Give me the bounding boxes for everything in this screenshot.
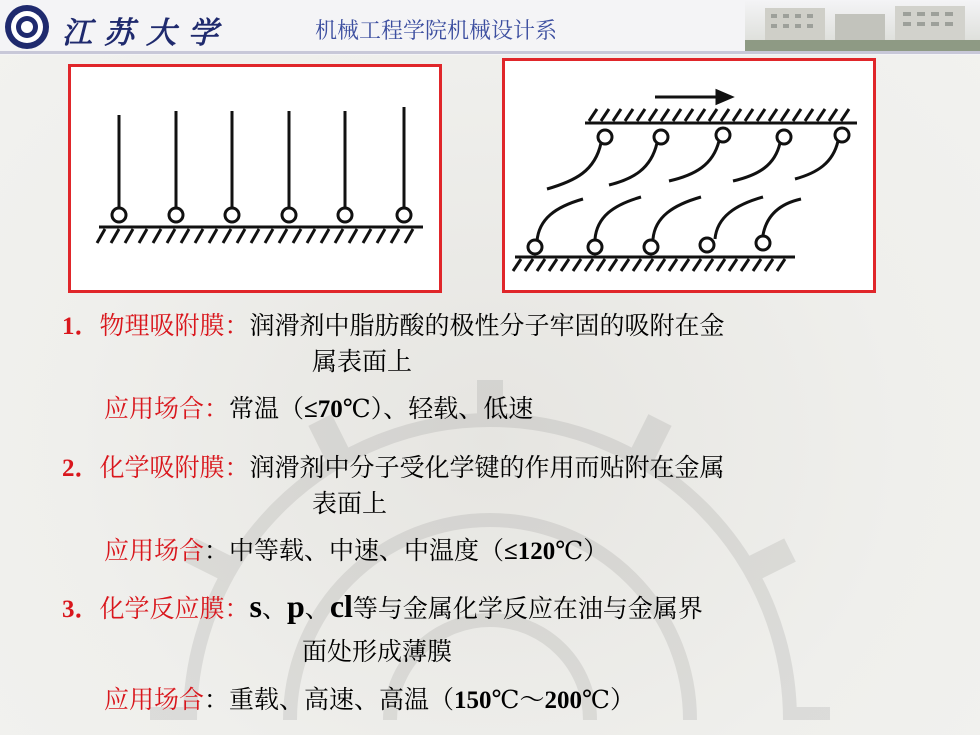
item-1-desc-1: 润滑剂中脂肪酸的极性分子牢固的吸附在金 xyxy=(249,311,725,340)
item-2-app-text-a: 中等载、中速、中温度（ xyxy=(229,536,505,565)
item-3-app-text-a: 重载、高速、高温（ xyxy=(229,685,455,714)
item-3-chem-cl: cl xyxy=(329,588,353,624)
university-name: 江苏大学 xyxy=(62,16,230,51)
item-1-app-text-c: ℃）、轻载、低速 xyxy=(342,394,534,423)
item-1-app-label: 应用场合 xyxy=(104,394,205,423)
item-1-number: 1． xyxy=(62,313,100,340)
bent-molecules-illustration xyxy=(505,61,873,290)
item-3-line-1 xyxy=(62,588,703,625)
item-2-app-label: 应用场合 xyxy=(104,536,205,565)
item-2-title: 化学吸附膜： xyxy=(99,453,250,482)
item-2-application xyxy=(104,531,608,567)
item-3-desc-1: 等与金属化学反应在油与金属界 xyxy=(352,594,703,623)
diagram-physical-adsorption xyxy=(68,64,442,293)
item-2-app-text-c: ℃） xyxy=(555,536,609,565)
item-3-app-text-b: 150 xyxy=(454,687,492,714)
item-2-line-1 xyxy=(62,448,725,484)
item-3-chem-sep-1: 、 xyxy=(261,594,287,623)
item-2-line-2 xyxy=(312,484,387,520)
item-3-app-label: 应用场合 xyxy=(104,685,205,714)
item-3-chem-p: p xyxy=(287,588,305,624)
item-2-desc-2: 表面上 xyxy=(312,489,388,518)
header-bar xyxy=(0,0,980,55)
item-3-desc-2: 面处形成薄膜 xyxy=(302,637,453,666)
item-3-app-text-c: ℃～ xyxy=(491,685,545,714)
item-1-application xyxy=(104,389,533,425)
item-3-app-sep: ： xyxy=(204,685,230,714)
campus-building-image xyxy=(745,0,980,51)
item-2-app-sep: ： xyxy=(204,536,230,565)
item-2-desc-1: 润滑剂中分子受化学键的作用而贴附在金属 xyxy=(249,453,725,482)
item-2-number: 2． xyxy=(62,455,100,482)
item-3-number: 3． xyxy=(62,596,100,623)
item-1-desc-2: 属表面上 xyxy=(312,347,413,376)
item-2-app-text-b: ≤120 xyxy=(504,538,556,565)
item-1-app-text-a: 常温（ xyxy=(229,394,305,423)
item-3-title: 化学反应膜： xyxy=(99,594,250,623)
item-1-line-1 xyxy=(62,306,725,342)
item-1-app-sep: ： xyxy=(204,394,230,423)
item-3-line-2 xyxy=(302,632,452,668)
item-1-title: 物理吸附膜： xyxy=(99,311,250,340)
university-logo-icon xyxy=(4,4,50,50)
item-3-application xyxy=(104,680,635,716)
vertical-molecules-illustration xyxy=(71,67,439,290)
header-divider xyxy=(0,51,980,54)
item-3-app-text-e: ℃） xyxy=(582,685,635,714)
diagram-chemical-adsorption xyxy=(502,58,876,293)
item-1-line-2 xyxy=(312,342,412,378)
item-3-chem-s: s xyxy=(249,588,262,624)
item-3-chem-sep-2: 、 xyxy=(304,594,330,623)
item-1-app-text-b: ≤70 xyxy=(304,396,343,423)
item-3-app-text-d: 200 xyxy=(544,687,583,714)
department-name: 机械工程学院机械设计系 xyxy=(315,19,558,44)
